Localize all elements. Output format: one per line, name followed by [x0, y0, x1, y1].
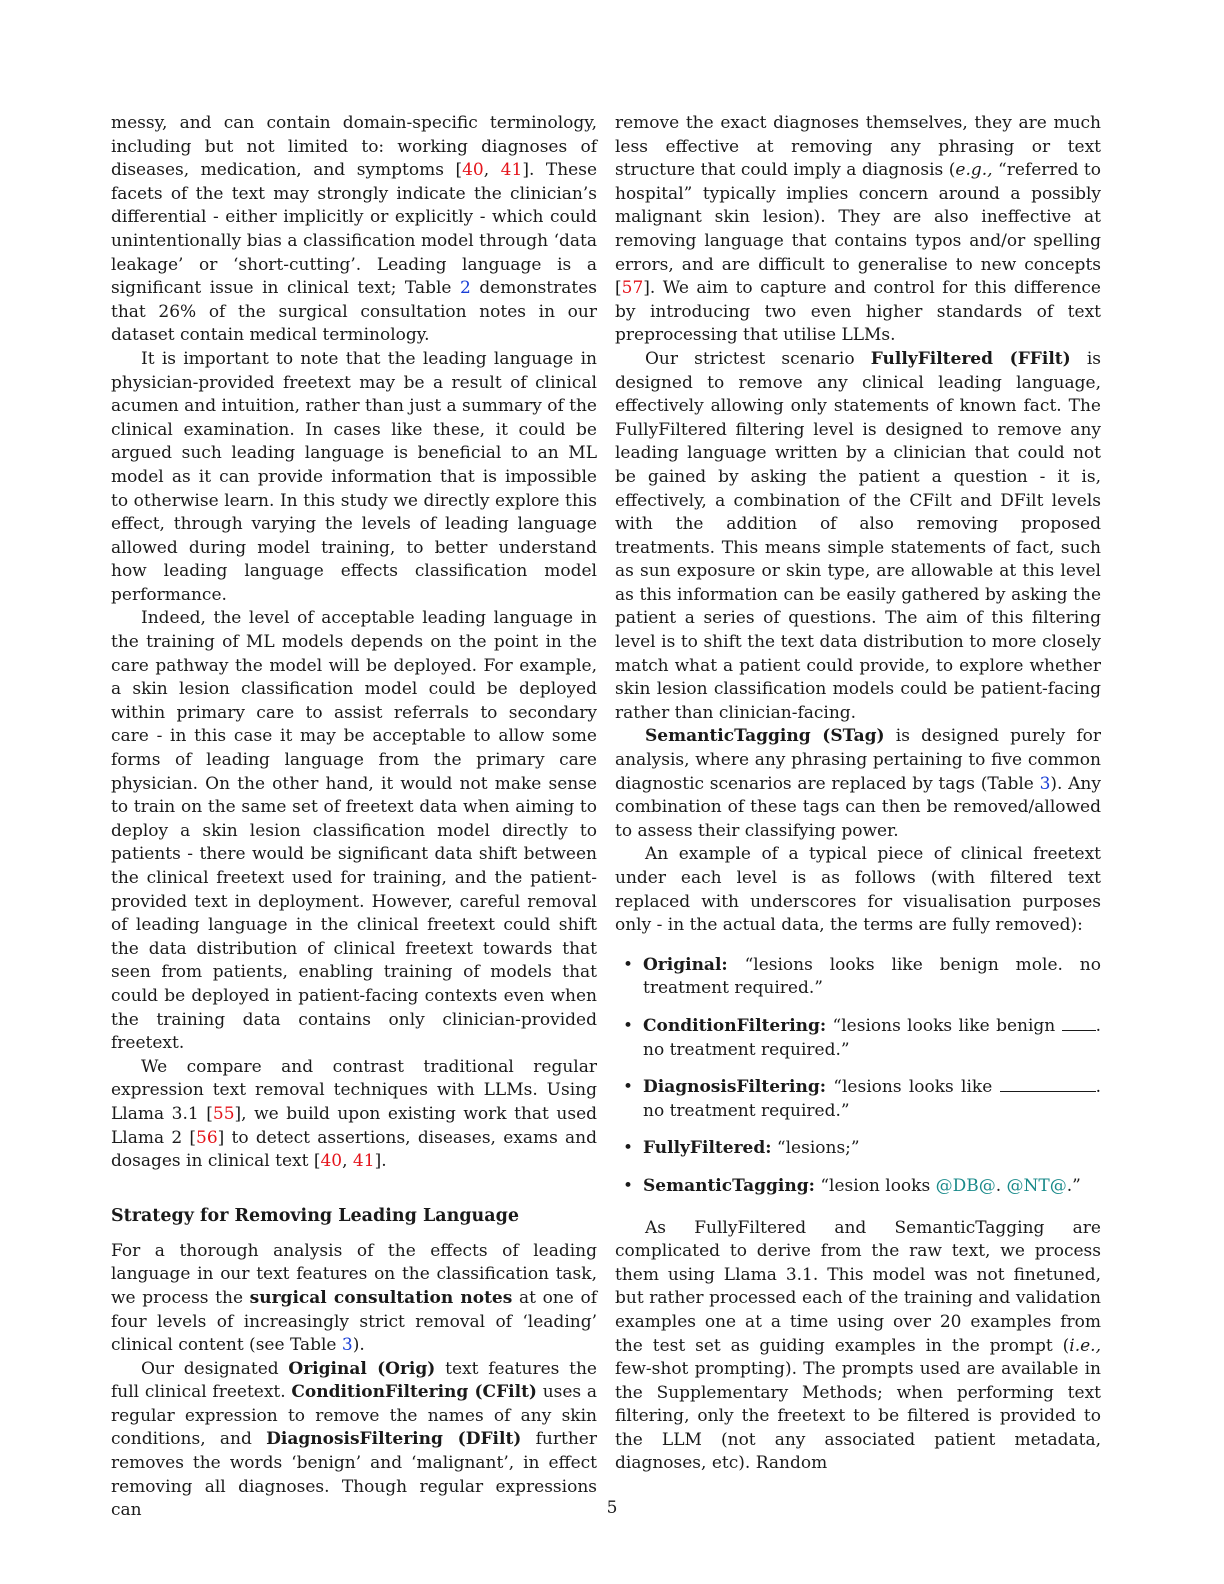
- paragraph: [615, 1217, 1101, 1477]
- text: For a thorough analysis of the effects of leading language in our text features on the classification task, we process the: [111, 1240, 597, 1308]
- level-label: FullyFiltered:: [643, 1138, 772, 1159]
- paragraph: It is important to note that the leading language in physician-provided freetext may be a result of clinical acumen and intuition, rather than just a summary of the clinical examination. In cases like these, it could be argued such leading language is beneficial to an ML model as it can provide information that is impossible to otherwise learn. In this study we directly explore this effect, through varying the levels of leading language allowed during model training, to better understand how leading language effects classification model performance.: [111, 348, 597, 605]
- paragraph: [615, 725, 1101, 843]
- italic-text: e.g.,: [955, 160, 993, 181]
- table-ref-link[interactable]: 3: [341, 1335, 353, 1356]
- citation-link[interactable]: 57: [621, 278, 644, 299]
- level-example: “lesions looks like: [826, 1077, 1000, 1098]
- citation-link[interactable]: 56: [196, 1127, 218, 1148]
- level-example: “lesions;”: [771, 1138, 860, 1159]
- list-item: [623, 1175, 1101, 1199]
- citation-link[interactable]: 40: [320, 1151, 343, 1172]
- level-example: .: [995, 1175, 1007, 1196]
- level-example: .”: [1066, 1175, 1081, 1196]
- paragraph: [615, 112, 1101, 348]
- level-example: “lesions looks like benign: [826, 1015, 1062, 1036]
- level-example: . no treatment required.”: [643, 1077, 1101, 1121]
- bold-term: FullyFiltered (FFilt): [870, 348, 1071, 369]
- paragraph: An example of a typical piece of clinical freetext under each level is as follows (with filtered text replaced with underscores for visualisation purposes only - in the actual data, the terms are fully removed):: [615, 844, 1101, 936]
- text: is designed to remove any clinical leading language, effectively allowing only statements of known fact. The FullyFiltered filtering level is designed to remove any leading language written by a clinician that could not be gained by asking the patient a question - it is, effectively, a combination of the CFilt and DFilt levels with the addition of also removing proposed treatments. This means simple statements of fact, such as sun exposure or skin type, are allowable at this level as this information can be easily gathered by asking the patient a series of questions. The aim of this filtering level is to shift the text data distribution to more closely match what a patient could provide, to explore whether skin lesion classification models could be patient-facing rather than clinician-facing.: [615, 348, 1101, 723]
- level-example: . no treatment required.”: [643, 1015, 1101, 1060]
- text: ]. These facets of the text may strongly indicate the clinician’s differential - either implicitly or explicitly - which could unintentionally bias a classification model through ‘data leakage’ or ‘short-cutting’. Leading language is a significant issue in clinical text; Table: [111, 160, 598, 299]
- bold-term: DiagnosisFiltering (DFilt): [266, 1429, 522, 1450]
- level-label: Original:: [643, 954, 728, 975]
- text: text features the full clinical freetext.: [111, 1358, 597, 1403]
- page-number: 5: [606, 1498, 618, 1518]
- bullet-icon: •: [623, 1015, 634, 1036]
- section-heading: Strategy for Removing Leading Language: [111, 1205, 519, 1226]
- bold-term: SemanticTagging (STag): [645, 726, 885, 747]
- bullet-icon: •: [623, 1175, 634, 1196]
- text: We compare and contrast traditional regular expression text removal techniques with LLMs. Using Llama 3.1 [: [111, 1056, 597, 1124]
- text: ,: [342, 1151, 353, 1172]
- bullet-icon: •: [623, 1138, 634, 1159]
- redaction-blank: [1000, 1077, 1096, 1092]
- citation-link[interactable]: 40: [462, 160, 484, 181]
- text: further removes the words ‘benign’ and ‘malignant’, in effect removing all diagnoses. Though regular expressions can: [111, 1429, 597, 1521]
- text: ).: [352, 1335, 365, 1356]
- list-item: [623, 954, 1101, 1001]
- list-item: [623, 1015, 1101, 1062]
- redaction-blank: [1062, 1016, 1096, 1031]
- citation-link[interactable]: 55: [212, 1103, 235, 1124]
- table-ref-link[interactable]: 2: [459, 278, 471, 299]
- text: few-shot prompting). The prompts used are available in the Supplementary Methods; when performing text filtering, only the freetext to be filtered is provided to the LLM (not any associated patient metadata, diagnoses, etc). Random: [615, 1359, 1101, 1474]
- paragraph: [615, 348, 1101, 726]
- text: ] to detect assertions, diseases, exams and dosages in clinical text [: [111, 1127, 598, 1172]
- level-label: ConditionFiltering:: [643, 1015, 827, 1036]
- bullet-icon: •: [623, 1077, 634, 1098]
- semantic-tag: @NT@: [1006, 1175, 1067, 1196]
- text: ].: [374, 1151, 387, 1172]
- bullet-icon: •: [623, 954, 634, 975]
- text: As FullyFiltered and SemanticTagging are complicated to derive from the raw text, we process them using Llama 3.1. This model was not finetuned, but rather processed each of the training and validation examples one at a time using over 20 examples from the test set as guiding examples in the prompt (: [615, 1217, 1101, 1356]
- text: at one of four levels of increasingly strict removal of ‘leading’ clinical content (see Table: [111, 1287, 597, 1356]
- level-example: “lesion looks: [814, 1175, 936, 1196]
- level-label: DiagnosisFiltering:: [643, 1077, 826, 1098]
- italic-text: i.e.,: [1069, 1335, 1101, 1356]
- bold-term: Original (Orig): [288, 1358, 436, 1379]
- text: ], we build upon existing work that used Llama 2 [: [111, 1103, 598, 1148]
- text: ]. We aim to capture and control for this difference by introducing two even higher standards of text preprocessing that utilise LLMs.: [615, 278, 1101, 346]
- table-ref-link[interactable]: 3: [1039, 773, 1051, 794]
- text: demonstrates that 26% of the surgical consultation notes in our dataset contain medical terminology.: [111, 278, 597, 346]
- level-label: SemanticTagging:: [643, 1175, 815, 1196]
- text: messy, and can contain domain-specific terminology, including but not limited to: working diagnoses of diseases, medication, and symptoms [: [111, 113, 597, 181]
- bold-term: ConditionFiltering (CFilt): [291, 1382, 537, 1403]
- level-example: “lesions looks like benign mole. no treatment required.”: [643, 954, 1101, 999]
- citation-link[interactable]: 41: [500, 160, 523, 181]
- semantic-tag: @DB@: [935, 1175, 996, 1196]
- text: is designed purely for analysis, where any phrasing pertaining to five common diagnostic scenarios are replaced by tags (Table: [615, 726, 1102, 794]
- filter-level-list: [615, 954, 1101, 1199]
- text: remove the exact diagnoses themselves, they are much less effective at removing any phrasing or text structure that could imply a diagnosis (: [615, 113, 1101, 181]
- text: Our designated: [141, 1358, 289, 1379]
- text: ,: [483, 160, 501, 181]
- paragraph: Indeed, the level of acceptable leading language in the training of ML models depends on the point in the care pathway the model will be deployed. For example, a skin lesion classification model could be deployed within primary care to assist referrals to secondary care - in this case it may be acceptable to allow some forms of leading language from the primary care physician. On the other hand, it would not make sense to train on the same set of freetext data when aiming to deploy a skin lesion classification model directly to patients - there would be significant data shift between the clinical freetext used for training, and the patient-provided text in deployment. However, careful removal of leading language in the clinical freetext could shift the data distribution of clinical freetext towards that seen from patients, enabling training of models that could be deployed in patient-facing contexts even when the training data contains only clinician-provided freetext.: [111, 608, 597, 1054]
- right-column: [615, 112, 1101, 1476]
- bold-term: surgical consultation notes: [249, 1287, 513, 1308]
- citation-link[interactable]: 41: [352, 1151, 375, 1172]
- list-item: [623, 1076, 1101, 1123]
- text: ). Any combination of these tags can then be removed/allowed to assess their classifying power.: [615, 773, 1101, 841]
- paragraph: [111, 112, 597, 348]
- list-item: [623, 1137, 1101, 1161]
- paragraph: [111, 1056, 597, 1174]
- text: Our strictest scenario: [645, 348, 871, 369]
- text: uses a regular expression to remove the names of any skin conditions, and: [111, 1382, 597, 1450]
- left-column: [111, 112, 597, 1523]
- text: “referred to hospital” typically implies concern around a possibly malignant skin lesion). They are also ineffective at removing language that contains typos and/or spelling errors, and are difficult to generalise to new concepts [: [615, 160, 1101, 299]
- paragraph: [111, 1240, 597, 1358]
